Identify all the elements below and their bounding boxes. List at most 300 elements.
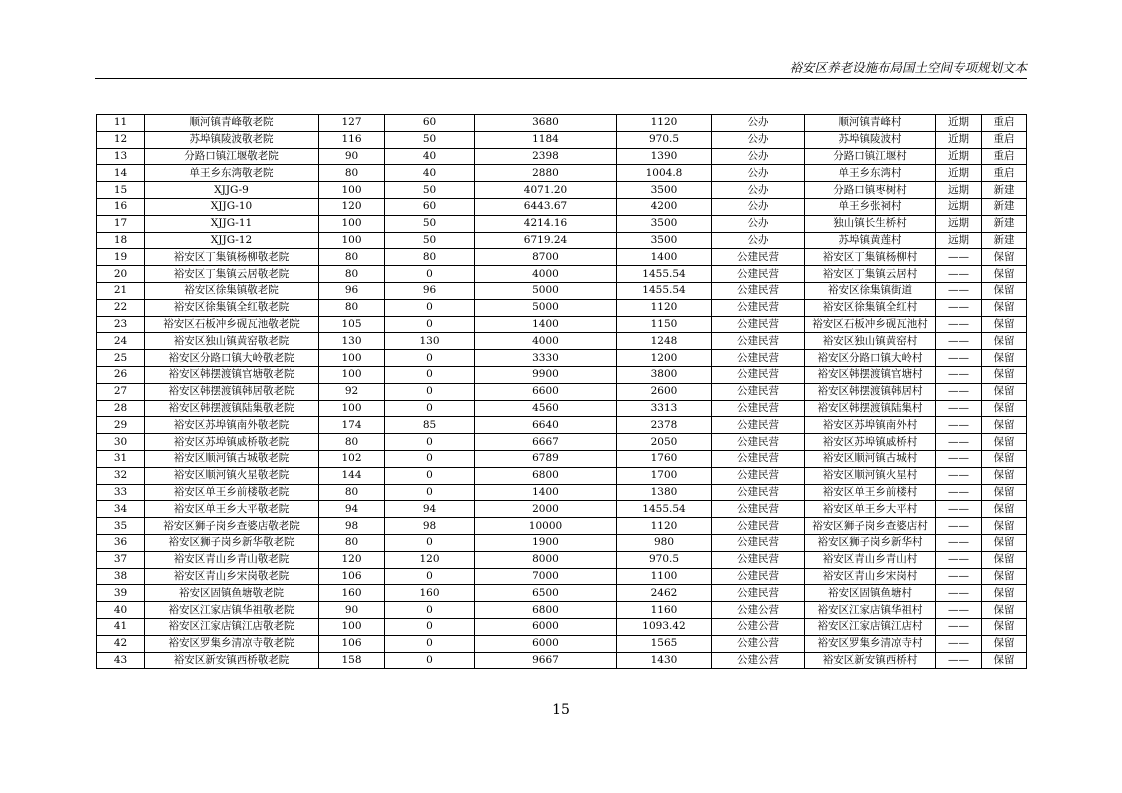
cell-operation-type: 公办	[712, 215, 805, 232]
cell-period: ——	[936, 568, 982, 585]
cell-land-area: 6600	[475, 383, 617, 400]
cell-beds-total: 90	[319, 148, 385, 165]
table-row	[97, 635, 1027, 652]
cell-facility-name: 裕安区丁集镇杨柳敬老院	[145, 249, 319, 266]
cell-beds-extra: 0	[385, 534, 475, 551]
cell-period: 近期	[936, 165, 982, 182]
cell-location: 裕安区独山镇黄窑村	[805, 333, 936, 350]
cell-building-area: 1455.54	[617, 501, 712, 518]
cell-beds-total: 80	[319, 249, 385, 266]
cell-period: ——	[936, 635, 982, 652]
cell-building-area: 1120	[617, 518, 712, 535]
cell-land-area: 9667	[475, 652, 617, 669]
cell-action: 保留	[982, 434, 1027, 451]
cell-period: ——	[936, 602, 982, 619]
cell-land-area: 6667	[475, 434, 617, 451]
cell-period: ——	[936, 350, 982, 367]
cell-row-number: 11	[97, 115, 145, 132]
cell-action: 保留	[982, 299, 1027, 316]
cell-building-area: 1565	[617, 635, 712, 652]
cell-building-area: 1248	[617, 333, 712, 350]
cell-building-area: 1200	[617, 350, 712, 367]
cell-beds-total: 80	[319, 534, 385, 551]
cell-period: 近期	[936, 148, 982, 165]
table-row	[97, 333, 1027, 350]
cell-beds-extra: 160	[385, 585, 475, 602]
cell-beds-extra: 40	[385, 148, 475, 165]
table-row	[97, 249, 1027, 266]
cell-location: 裕安区石板冲乡砚瓦池村	[805, 316, 936, 333]
cell-beds-extra: 0	[385, 484, 475, 501]
cell-facility-name: 裕安区苏埠镇南外敬老院	[145, 417, 319, 434]
cell-beds-extra: 0	[385, 299, 475, 316]
cell-location: 裕安区江家店镇江店村	[805, 618, 936, 635]
cell-action: 重启	[982, 131, 1027, 148]
cell-row-number: 19	[97, 249, 145, 266]
cell-beds-extra: 0	[385, 602, 475, 619]
cell-action: 新建	[982, 215, 1027, 232]
cell-operation-type: 公建民营	[712, 501, 805, 518]
cell-beds-total: 174	[319, 417, 385, 434]
cell-location: 裕安区单王乡大平村	[805, 501, 936, 518]
cell-row-number: 42	[97, 635, 145, 652]
cell-beds-extra: 98	[385, 518, 475, 535]
cell-operation-type: 公建公营	[712, 652, 805, 669]
cell-row-number: 28	[97, 400, 145, 417]
cell-beds-total: 80	[319, 165, 385, 182]
cell-beds-total: 120	[319, 198, 385, 215]
cell-beds-total: 96	[319, 282, 385, 299]
table-row	[97, 434, 1027, 451]
cell-land-area: 9900	[475, 366, 617, 383]
table-row	[97, 417, 1027, 434]
cell-period: ——	[936, 366, 982, 383]
cell-facility-name: 裕安区韩摆渡镇韩居敬老院	[145, 383, 319, 400]
cell-beds-extra: 50	[385, 215, 475, 232]
table-row	[97, 115, 1027, 132]
cell-operation-type: 公建民营	[712, 417, 805, 434]
cell-building-area: 1160	[617, 602, 712, 619]
cell-beds-extra: 0	[385, 350, 475, 367]
cell-land-area: 8700	[475, 249, 617, 266]
cell-beds-extra: 0	[385, 635, 475, 652]
cell-action: 保留	[982, 602, 1027, 619]
cell-facility-name: 苏埠镇陵波敬老院	[145, 131, 319, 148]
cell-row-number: 39	[97, 585, 145, 602]
cell-operation-type: 公建民营	[712, 484, 805, 501]
table-row	[97, 518, 1027, 535]
cell-row-number: 40	[97, 602, 145, 619]
cell-action: 保留	[982, 652, 1027, 669]
cell-beds-total: 90	[319, 602, 385, 619]
cell-location: 裕安区韩摆渡镇官塘村	[805, 366, 936, 383]
table-row	[97, 266, 1027, 283]
cell-operation-type: 公建民营	[712, 333, 805, 350]
cell-beds-extra: 96	[385, 282, 475, 299]
cell-location: 裕安区青山乡青山村	[805, 551, 936, 568]
cell-operation-type: 公建民营	[712, 316, 805, 333]
cell-action: 保留	[982, 534, 1027, 551]
cell-beds-total: 100	[319, 618, 385, 635]
table-row	[97, 585, 1027, 602]
cell-beds-total: 100	[319, 400, 385, 417]
cell-land-area: 1400	[475, 484, 617, 501]
cell-row-number: 27	[97, 383, 145, 400]
cell-beds-total: 98	[319, 518, 385, 535]
cell-row-number: 41	[97, 618, 145, 635]
cell-beds-extra: 50	[385, 131, 475, 148]
cell-beds-total: 80	[319, 484, 385, 501]
table-row	[97, 602, 1027, 619]
cell-location: 单王乡张祠村	[805, 198, 936, 215]
cell-building-area: 1700	[617, 467, 712, 484]
cell-beds-extra: 0	[385, 383, 475, 400]
cell-operation-type: 公建民营	[712, 366, 805, 383]
cell-row-number: 29	[97, 417, 145, 434]
cell-action: 保留	[982, 350, 1027, 367]
cell-row-number: 25	[97, 350, 145, 367]
cell-row-number: 36	[97, 534, 145, 551]
cell-action: 保留	[982, 635, 1027, 652]
table-row	[97, 400, 1027, 417]
cell-operation-type: 公建民营	[712, 266, 805, 283]
cell-building-area: 2050	[617, 434, 712, 451]
cell-action: 保留	[982, 618, 1027, 635]
cell-period: ——	[936, 282, 982, 299]
cell-row-number: 20	[97, 266, 145, 283]
cell-row-number: 17	[97, 215, 145, 232]
cell-beds-extra: 130	[385, 333, 475, 350]
table-row	[97, 652, 1027, 669]
cell-beds-total: 130	[319, 333, 385, 350]
cell-operation-type: 公建民营	[712, 249, 805, 266]
cell-beds-extra: 40	[385, 165, 475, 182]
cell-location: 裕安区罗集乡清凉寺村	[805, 635, 936, 652]
cell-location: 裕安区新安镇西桥村	[805, 652, 936, 669]
cell-facility-name: 裕安区固镇鱼塘敬老院	[145, 585, 319, 602]
cell-operation-type: 公建民营	[712, 467, 805, 484]
cell-beds-total: 80	[319, 434, 385, 451]
cell-operation-type: 公建公营	[712, 618, 805, 635]
cell-action: 保留	[982, 484, 1027, 501]
cell-beds-extra: 120	[385, 551, 475, 568]
cell-building-area: 1455.54	[617, 266, 712, 283]
cell-facility-name: 裕安区青山乡青山敬老院	[145, 551, 319, 568]
cell-row-number: 24	[97, 333, 145, 350]
cell-period: 远期	[936, 232, 982, 249]
cell-action: 保留	[982, 249, 1027, 266]
cell-land-area: 3330	[475, 350, 617, 367]
cell-land-area: 5000	[475, 299, 617, 316]
cell-facility-name: 裕安区苏埠镇戚桥敬老院	[145, 434, 319, 451]
cell-land-area: 6640	[475, 417, 617, 434]
cell-location: 裕安区狮子岗乡新华村	[805, 534, 936, 551]
cell-facility-name: 裕安区丁集镇云居敬老院	[145, 266, 319, 283]
table-row	[97, 501, 1027, 518]
cell-location: 裕安区徐集镇街道	[805, 282, 936, 299]
cell-beds-total: 100	[319, 366, 385, 383]
cell-operation-type: 公建公营	[712, 602, 805, 619]
cell-operation-type: 公建民营	[712, 400, 805, 417]
cell-row-number: 22	[97, 299, 145, 316]
cell-action: 新建	[982, 182, 1027, 199]
table-row	[97, 551, 1027, 568]
cell-building-area: 1380	[617, 484, 712, 501]
cell-row-number: 34	[97, 501, 145, 518]
cell-operation-type: 公办	[712, 115, 805, 132]
cell-location: 单王乡东湾村	[805, 165, 936, 182]
cell-beds-extra: 80	[385, 249, 475, 266]
cell-period: ——	[936, 484, 982, 501]
table-row	[97, 568, 1027, 585]
cell-period: ——	[936, 534, 982, 551]
cell-building-area: 1150	[617, 316, 712, 333]
cell-facility-name: 裕安区新安镇西桥敬老院	[145, 652, 319, 669]
cell-building-area: 980	[617, 534, 712, 551]
cell-building-area: 3500	[617, 215, 712, 232]
cell-row-number: 38	[97, 568, 145, 585]
cell-period: 远期	[936, 182, 982, 199]
cell-row-number: 33	[97, 484, 145, 501]
cell-action: 保留	[982, 518, 1027, 535]
cell-facility-name: 裕安区单王乡大平敬老院	[145, 501, 319, 518]
cell-land-area: 1900	[475, 534, 617, 551]
cell-facility-name: 顺河镇青峰敬老院	[145, 115, 319, 132]
cell-period: ——	[936, 417, 982, 434]
cell-action: 新建	[982, 232, 1027, 249]
cell-beds-total: 100	[319, 350, 385, 367]
table-row	[97, 215, 1027, 232]
cell-row-number: 16	[97, 198, 145, 215]
cell-period: 近期	[936, 115, 982, 132]
cell-building-area: 1100	[617, 568, 712, 585]
cell-operation-type: 公办	[712, 198, 805, 215]
table-row	[97, 165, 1027, 182]
cell-land-area: 2398	[475, 148, 617, 165]
cell-land-area: 10000	[475, 518, 617, 535]
cell-beds-extra: 0	[385, 400, 475, 417]
cell-operation-type: 公办	[712, 165, 805, 182]
cell-land-area: 4214.16	[475, 215, 617, 232]
cell-facility-name: 裕安区单王乡前楼敬老院	[145, 484, 319, 501]
cell-row-number: 18	[97, 232, 145, 249]
cell-beds-extra: 0	[385, 467, 475, 484]
cell-action: 保留	[982, 551, 1027, 568]
cell-facility-name: XJJG-11	[145, 215, 319, 232]
cell-location: 裕安区苏埠镇南外村	[805, 417, 936, 434]
cell-location: 顺河镇青峰村	[805, 115, 936, 132]
cell-operation-type: 公建民营	[712, 534, 805, 551]
cell-action: 保留	[982, 366, 1027, 383]
cell-facility-name: 裕安区青山乡宋岗敬老院	[145, 568, 319, 585]
cell-beds-total: 144	[319, 467, 385, 484]
table-body	[97, 115, 1027, 669]
cell-building-area: 1120	[617, 115, 712, 132]
cell-action: 保留	[982, 417, 1027, 434]
cell-building-area: 970.5	[617, 131, 712, 148]
cell-operation-type: 公建民营	[712, 383, 805, 400]
cell-beds-total: 92	[319, 383, 385, 400]
cell-land-area: 6800	[475, 467, 617, 484]
cell-land-area: 6800	[475, 602, 617, 619]
table-row	[97, 366, 1027, 383]
cell-period: ——	[936, 266, 982, 283]
cell-beds-total: 80	[319, 266, 385, 283]
header-divider	[95, 78, 1027, 79]
cell-building-area: 2378	[617, 417, 712, 434]
cell-building-area: 1760	[617, 450, 712, 467]
cell-facility-name: 裕安区江家店镇华祖敬老院	[145, 602, 319, 619]
cell-period: ——	[936, 333, 982, 350]
cell-beds-extra: 60	[385, 115, 475, 132]
table-row	[97, 484, 1027, 501]
cell-row-number: 21	[97, 282, 145, 299]
cell-building-area: 3500	[617, 232, 712, 249]
cell-land-area: 6789	[475, 450, 617, 467]
table-row	[97, 282, 1027, 299]
facility-table	[96, 114, 1027, 669]
cell-period: 近期	[936, 131, 982, 148]
cell-building-area: 3313	[617, 400, 712, 417]
cell-action: 新建	[982, 198, 1027, 215]
cell-operation-type: 公建公营	[712, 635, 805, 652]
cell-operation-type: 公办	[712, 131, 805, 148]
cell-period: 远期	[936, 198, 982, 215]
cell-location: 苏埠镇陵波村	[805, 131, 936, 148]
cell-beds-extra: 0	[385, 450, 475, 467]
cell-building-area: 970.5	[617, 551, 712, 568]
cell-action: 重启	[982, 165, 1027, 182]
cell-action: 保留	[982, 282, 1027, 299]
cell-location: 分路口镇枣树村	[805, 182, 936, 199]
cell-action: 保留	[982, 333, 1027, 350]
cell-period: ——	[936, 316, 982, 333]
cell-land-area: 7000	[475, 568, 617, 585]
page-number: 15	[552, 702, 570, 718]
cell-period: ——	[936, 518, 982, 535]
cell-facility-name: 裕安区罗集乡清凉寺敬老院	[145, 635, 319, 652]
cell-operation-type: 公建民营	[712, 282, 805, 299]
cell-beds-extra: 0	[385, 316, 475, 333]
cell-row-number: 37	[97, 551, 145, 568]
cell-building-area: 3800	[617, 366, 712, 383]
cell-beds-extra: 0	[385, 266, 475, 283]
cell-period: ——	[936, 299, 982, 316]
cell-facility-name: 分路口镇江堰敬老院	[145, 148, 319, 165]
cell-row-number: 15	[97, 182, 145, 199]
cell-beds-total: 120	[319, 551, 385, 568]
cell-facility-name: XJJG-10	[145, 198, 319, 215]
cell-operation-type: 公办	[712, 148, 805, 165]
cell-beds-extra: 0	[385, 366, 475, 383]
cell-land-area: 8000	[475, 551, 617, 568]
cell-period: ——	[936, 400, 982, 417]
cell-building-area: 2600	[617, 383, 712, 400]
table-row	[97, 232, 1027, 249]
cell-land-area: 6000	[475, 635, 617, 652]
cell-beds-total: 102	[319, 450, 385, 467]
cell-facility-name: 裕安区徐集镇全红敬老院	[145, 299, 319, 316]
cell-period: ——	[936, 467, 982, 484]
document-header-title: 裕安区养老设施布局国土空间专项规划文本	[789, 60, 1027, 75]
cell-beds-total: 106	[319, 568, 385, 585]
cell-location: 独山镇长生桥村	[805, 215, 936, 232]
cell-land-area: 6443.67	[475, 198, 617, 215]
cell-operation-type: 公建民营	[712, 585, 805, 602]
cell-operation-type: 公建民营	[712, 551, 805, 568]
cell-operation-type: 公建民营	[712, 434, 805, 451]
cell-beds-extra: 50	[385, 232, 475, 249]
cell-beds-extra: 0	[385, 434, 475, 451]
cell-operation-type: 公建民营	[712, 518, 805, 535]
cell-beds-total: 100	[319, 182, 385, 199]
cell-location: 裕安区徐集镇全红村	[805, 299, 936, 316]
cell-facility-name: 裕安区狮子岗乡查婆店敬老院	[145, 518, 319, 535]
table-row	[97, 534, 1027, 551]
cell-period: ——	[936, 652, 982, 669]
cell-location: 裕安区江家店镇华祖村	[805, 602, 936, 619]
cell-action: 保留	[982, 450, 1027, 467]
cell-land-area: 6719.24	[475, 232, 617, 249]
cell-land-area: 2000	[475, 501, 617, 518]
table-row	[97, 299, 1027, 316]
cell-action: 保留	[982, 400, 1027, 417]
table-row	[97, 383, 1027, 400]
cell-period: ——	[936, 450, 982, 467]
cell-location: 裕安区苏埠镇戚桥村	[805, 434, 936, 451]
cell-action: 保留	[982, 501, 1027, 518]
cell-facility-name: 裕安区狮子岗乡新华敬老院	[145, 534, 319, 551]
cell-beds-extra: 60	[385, 198, 475, 215]
cell-land-area: 6000	[475, 618, 617, 635]
cell-beds-total: 100	[319, 215, 385, 232]
cell-operation-type: 公办	[712, 182, 805, 199]
table-row	[97, 316, 1027, 333]
cell-operation-type: 公建民营	[712, 450, 805, 467]
cell-location: 分路口镇江堰村	[805, 148, 936, 165]
cell-row-number: 13	[97, 148, 145, 165]
table-row	[97, 450, 1027, 467]
cell-facility-name: 裕安区石板冲乡砚瓦池敬老院	[145, 316, 319, 333]
cell-location: 裕安区丁集镇云居村	[805, 266, 936, 283]
cell-operation-type: 公建民营	[712, 350, 805, 367]
table-row	[97, 618, 1027, 635]
cell-facility-name: 单王乡东湾敬老院	[145, 165, 319, 182]
cell-row-number: 43	[97, 652, 145, 669]
cell-beds-extra: 94	[385, 501, 475, 518]
cell-land-area: 3680	[475, 115, 617, 132]
cell-building-area: 1455.54	[617, 282, 712, 299]
cell-beds-extra: 0	[385, 652, 475, 669]
cell-beds-total: 158	[319, 652, 385, 669]
cell-beds-total: 106	[319, 635, 385, 652]
cell-building-area: 4200	[617, 198, 712, 215]
table-row	[97, 350, 1027, 367]
cell-facility-name: XJJG-9	[145, 182, 319, 199]
cell-beds-total: 94	[319, 501, 385, 518]
cell-action: 保留	[982, 316, 1027, 333]
cell-building-area: 2462	[617, 585, 712, 602]
cell-land-area: 4560	[475, 400, 617, 417]
cell-period: 远期	[936, 215, 982, 232]
cell-building-area: 1430	[617, 652, 712, 669]
cell-location: 裕安区韩摆渡镇陆集村	[805, 400, 936, 417]
cell-operation-type: 公建民营	[712, 299, 805, 316]
cell-row-number: 23	[97, 316, 145, 333]
cell-location: 裕安区狮子岗乡查婆店村	[805, 518, 936, 535]
cell-facility-name: 裕安区分路口镇大岭敬老院	[145, 350, 319, 367]
cell-building-area: 1120	[617, 299, 712, 316]
